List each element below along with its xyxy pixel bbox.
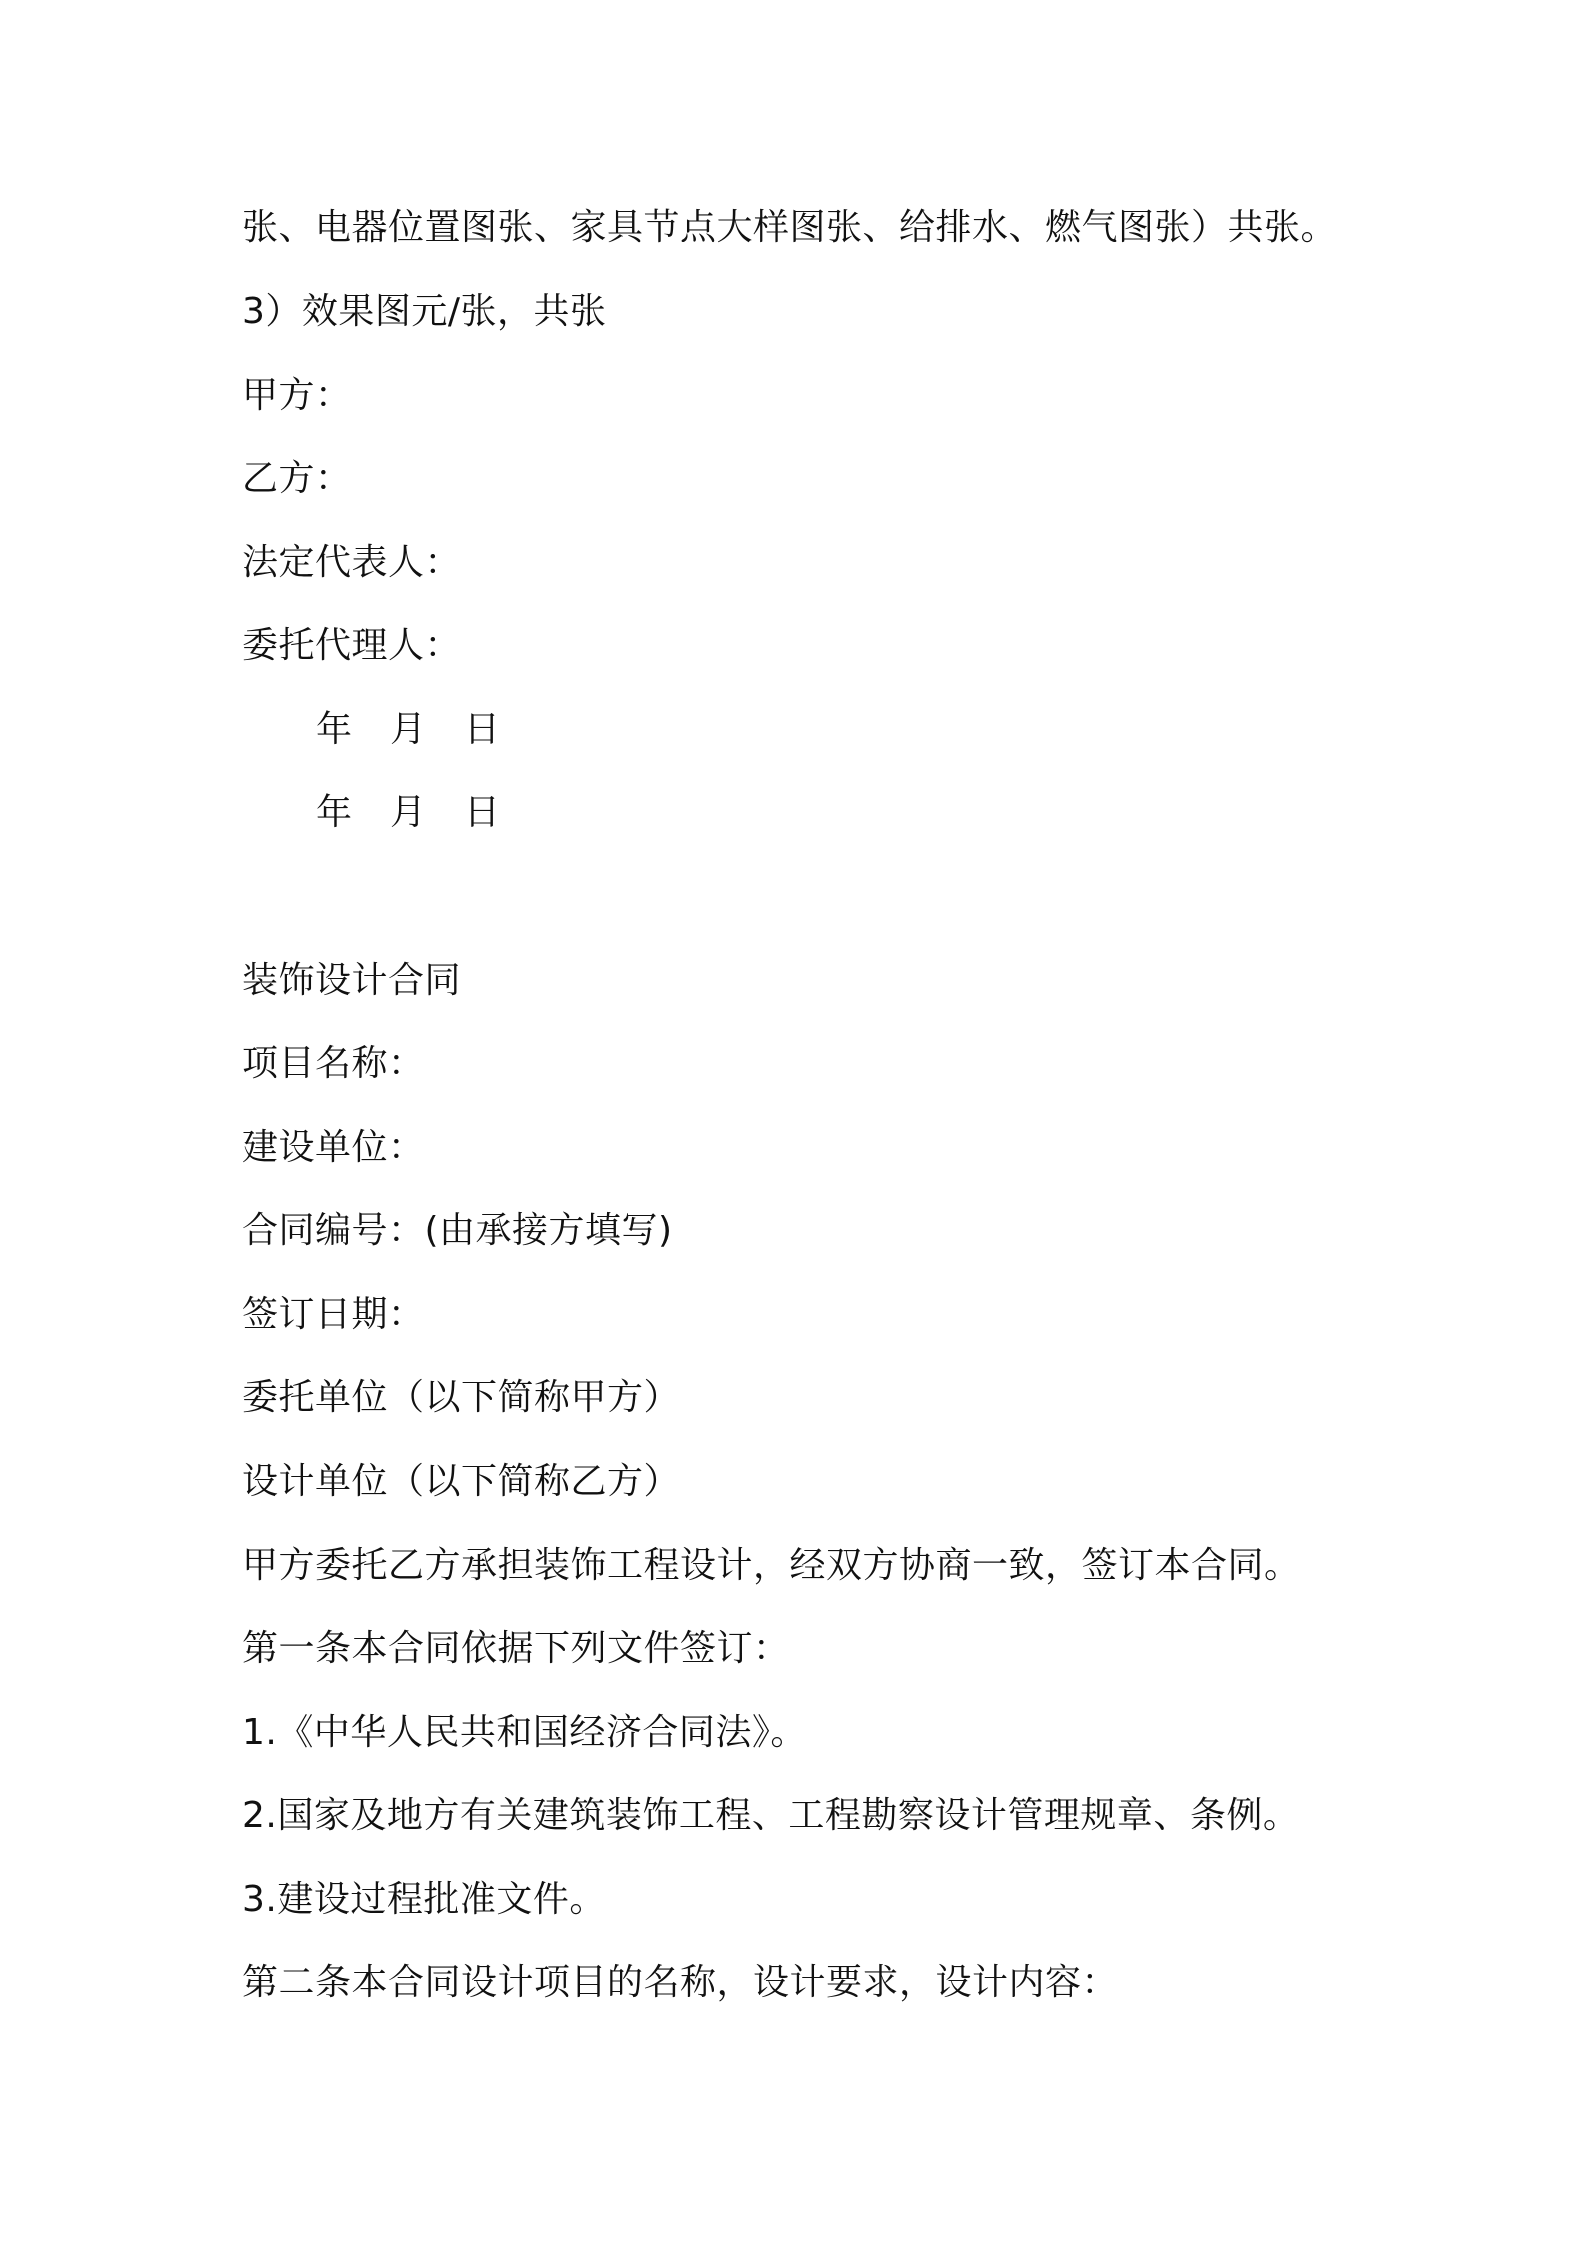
- text-line-drawings-list: 张、电器位置图张、家具节点大样图张、给排水、燃气图张）共张。: [242, 207, 1338, 248]
- party-a-label: 甲方：: [242, 375, 352, 416]
- article-two-heading: 第二条本合同设计项目的名称，设计要求，设计内容：: [242, 1962, 1119, 2003]
- design-unit-label: 设计单位（以下简称乙方）: [242, 1461, 681, 1502]
- article-one-item-2: 2.国家及地方有关建筑装饰工程、工程勘察设计管理规章、条例。: [242, 1795, 1300, 1836]
- party-b-label: 乙方：: [242, 458, 352, 499]
- text-line-renderings: 3）效果图元/张，共张: [242, 291, 607, 332]
- date-day-label: 日: [464, 709, 501, 750]
- date-year-label: 年: [316, 709, 353, 750]
- contract-intro-paragraph: 甲方委托乙方承担装饰工程设计，经双方协商一致，签订本合同。: [242, 1545, 1301, 1586]
- date-year-label: 年: [316, 792, 353, 833]
- construction-unit-label: 建设单位：: [242, 1127, 425, 1168]
- article-one-heading: 第一条本合同依据下列文件签订：: [242, 1628, 790, 1669]
- date-month-label: 月: [390, 792, 427, 833]
- signing-date-label: 签订日期：: [242, 1294, 425, 1335]
- authorized-agent-label: 委托代理人：: [242, 625, 462, 666]
- date-row: [316, 706, 500, 754]
- article-one-item-1: 1.《中华人民共和国经济合同法》。: [242, 1712, 807, 1753]
- contract-number-label: 合同编号：(由承接方填写): [242, 1210, 673, 1251]
- date-row: [316, 789, 500, 837]
- article-one-item-3: 3.建设过程批准文件。: [242, 1879, 606, 1920]
- contract-title: 装饰设计合同: [242, 960, 462, 1001]
- client-unit-label: 委托单位（以下简称甲方）: [242, 1377, 681, 1418]
- legal-representative-label: 法定代表人：: [242, 542, 462, 583]
- date-month-label: 月: [390, 709, 427, 750]
- date-day-label: 日: [464, 792, 501, 833]
- project-name-label: 项目名称：: [242, 1043, 425, 1084]
